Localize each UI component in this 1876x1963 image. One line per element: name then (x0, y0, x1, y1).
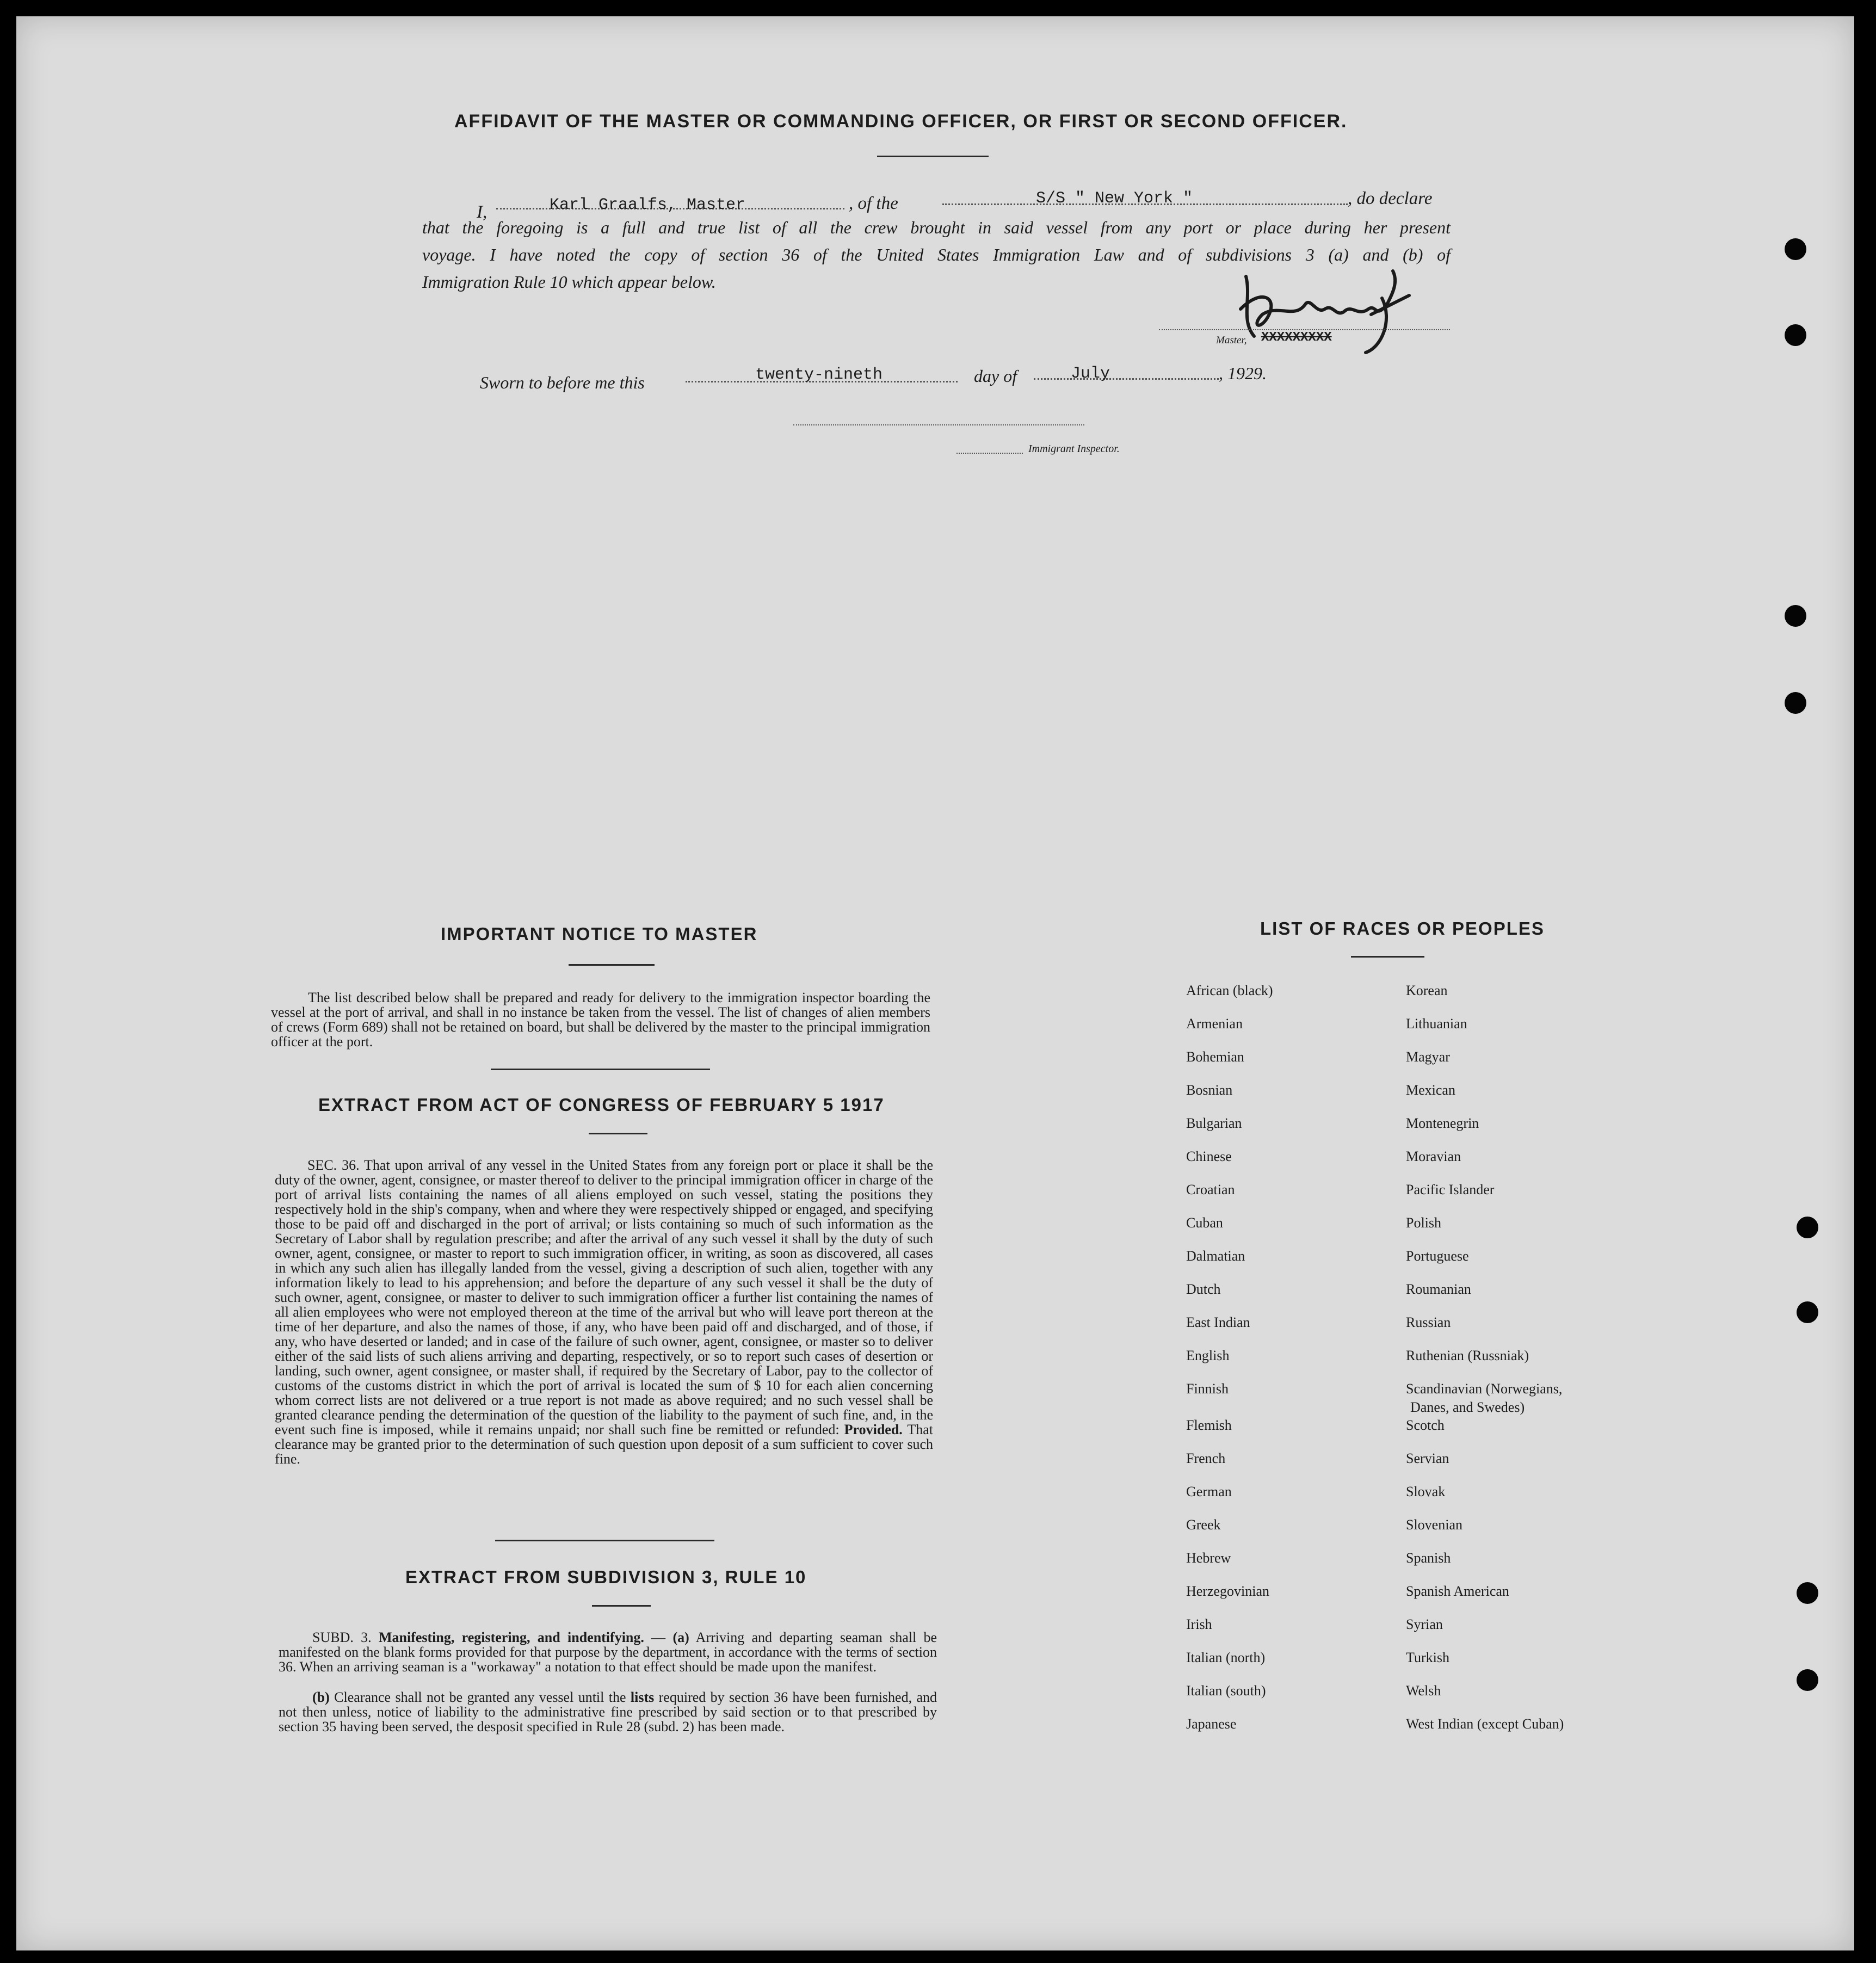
rule10-a-text: Arriving and departing seaman shall be manifested on the blank forms provided for that purpose by the department, in accordance with the terms of section 36. When an arriving seaman is a "workaway" a notation to that effect should be made upon the manifest. (279, 1629, 937, 1675)
race-left-item-15: German (1186, 1484, 1232, 1499)
race-left-item-2: Bohemian (1186, 1049, 1244, 1065)
race-right-item-6: Pacific Islander (1406, 1182, 1495, 1197)
rule10-b-label: (b) (312, 1689, 330, 1705)
sworn-month: July (1071, 365, 1110, 383)
race-left-item-5: Chinese (1186, 1149, 1232, 1164)
race-right-item-8: Portuguese (1406, 1248, 1469, 1264)
race-left-item-21: Italian (south) (1186, 1683, 1266, 1699)
signature-label: Master, (1216, 335, 1247, 346)
act-provided: Provided. (844, 1422, 903, 1437)
race-left-item-6: Croatian (1186, 1182, 1235, 1197)
races-rule (1351, 956, 1424, 958)
notice-title: IMPORTANT NOTICE TO MASTER (441, 924, 758, 944)
rule10-rule (592, 1605, 651, 1607)
punch-hole (1797, 1669, 1818, 1691)
name-field: Karl Graalfs, Master (550, 196, 746, 214)
of-the-label: , of the (849, 194, 898, 213)
punch-hole (1785, 692, 1806, 714)
affidavit-title: AFFIDAVIT OF THE MASTER OR COMMANDING OFFICER, OR FIRST OR SECOND OFFICER. (454, 111, 1348, 132)
race-right-item-19: Syrian (1406, 1616, 1443, 1632)
rule10-a-heading: Manifesting, registering, and indentifying. (378, 1629, 644, 1645)
race-left-item-1: Armenian (1186, 1016, 1243, 1032)
act-text: SEC. 36. That upon arrival of any vessel in the United States from any foreign port or place it shall be the duty of the owner, agent, consignee, or master thereof to deliver to the principal immigration officer in charge of the port of arrival lists containing the names of all aliens employed on such vessel, stating the positions they respectively hold in the ship's company, when and where they were respectively shipped or engaged, and specifying those to be paid off and discharged in the port of arrival; or lists containing so much of such information as the Secretary of Labor shall by regulation prescribe; and after the arrival of any such vessel it shall by the duty of such owner, agent, consignee, or master to report to such immigration officer, in writing, as soon as discovered, all cases in which any such alien has illegally landed from the vessel, giving a description of such alien, together with any information likely to lead to his apprehension; and before the departure of any such vessel it shall be the duty of such owner, agent, consignee, or master to deliver to such immigration officer a further list containing the names of all alien employees who were not employed thereon at the time of the arrival but who will leave port thereon at the time of her departure, and also the names of those, if any, who have been paid off and discharged, and of those, if any, who have deserted or landed; and in case of the failure of such owner, agent, consignee, or master so to deliver either of the said lists of such aliens arriving and departing, respectively, or so to report such cases of desertion or landing, such owner, agent consignee, or master shall, if required by the Secretary of Labor, pay to the collector of customs of the customs district in which the port of arrival is located the sum of $ 10 for each alien concerning whom correct lists are not delivered or a true report is not made as above required; and no such vessel shall be granted clearance pending the determination of the question of the liability to the payment of such fine, and, in the event such fine is imposed, while it remains unpaid; nor shall such fine be remitted or refunded: (275, 1157, 933, 1437)
race-left-item-17: Hebrew (1186, 1550, 1231, 1566)
race-left-item-22: Japanese (1186, 1716, 1237, 1732)
notice-text: The list described below shall be prepared and ready for delivery to the immigration inspector boarding the vessel at the port of arrival, and shall in no instance be taken from the vessel. The list of changes of alien members of crews (Form 689) shall not be retained on board, but shall be delivered by the master to the principal immigration officer at the port. (271, 990, 930, 1050)
rule10-a-label: (a) (672, 1629, 689, 1645)
race-right-item-13: Scotch (1406, 1417, 1445, 1433)
sworn-label: Sworn to before me this (480, 373, 645, 392)
race-left-item-18: Herzegovinian (1186, 1583, 1270, 1599)
race-right-item-21: Welsh (1406, 1683, 1441, 1699)
act-title: EXTRACT FROM ACT OF CONGRESS OF FEBRUARY 5 1917 (318, 1095, 885, 1115)
race-right-item-18: Spanish American (1406, 1583, 1509, 1599)
race-right-item-1: Lithuanian (1406, 1016, 1467, 1032)
master-signature (1230, 266, 1436, 358)
race-right-item-20: Turkish (1406, 1650, 1449, 1665)
punch-hole (1797, 1301, 1818, 1323)
act-text-end: That clearance may be granted prior to the determination of such question upon deposit of a sum sufficient to cover such fine. (275, 1422, 933, 1467)
rule10-subd-b (279, 1690, 937, 1734)
punch-hole (1785, 605, 1806, 627)
do-declare-label: , do declare (1348, 189, 1433, 208)
rule10-b-text1: Clearance shall not be granted any vessel until the (334, 1689, 626, 1705)
title-rule (877, 156, 989, 157)
race-right-item-2: Magyar (1406, 1049, 1450, 1065)
race-right-continuation: Danes, and Swedes) (1410, 1399, 1525, 1415)
race-right-item-15: Slovak (1406, 1484, 1446, 1499)
race-left-item-7: Cuban (1186, 1215, 1223, 1231)
affidavit-line-3: voyage. I have noted the copy of section 36 of the United States Immigration Law and of subdivisions 3 (a) and (b) of (422, 245, 1451, 264)
race-right-item-11: Ruthenian (Russniak) (1406, 1348, 1529, 1363)
race-right-item-3: Mexican (1406, 1082, 1455, 1098)
race-left-item-0: African (black) (1186, 983, 1273, 998)
signature-struck-title: XXXXXXXXX (1261, 330, 1332, 345)
inspector-signature-line (793, 424, 1084, 425)
rule10-title: EXTRACT FROM SUBDIVISION 3, RULE 10 (405, 1567, 807, 1587)
race-left-item-13: Flemish (1186, 1417, 1232, 1433)
races-title: LIST OF RACES OR PEOPLES (1260, 918, 1545, 939)
race-right-item-5: Moravian (1406, 1149, 1461, 1164)
race-right-item-10: Russian (1406, 1314, 1451, 1330)
race-right-item-7: Polish (1406, 1215, 1442, 1231)
race-left-item-11: English (1186, 1348, 1230, 1363)
act-section-36-text (275, 1158, 933, 1539)
race-right-item-9: Roumanian (1406, 1281, 1471, 1297)
race-left-item-20: Italian (north) (1186, 1650, 1266, 1665)
race-left-item-19: Irish (1186, 1616, 1212, 1632)
race-right-item-0: Korean (1406, 983, 1448, 998)
rule10-a-lead: SUBD. 3. (312, 1629, 372, 1645)
rule10-subd-a (279, 1630, 937, 1674)
inspector-label: Immigrant Inspector. (1028, 443, 1120, 455)
act-divider (495, 1540, 714, 1541)
punch-hole (1797, 1582, 1818, 1604)
race-left-item-4: Bulgarian (1186, 1115, 1242, 1131)
day-of-label: day of (974, 366, 1017, 386)
affidavit-i-label: I, (477, 202, 487, 222)
rule10-a-dash: — (644, 1629, 673, 1645)
sworn-day: twenty-nineth (755, 366, 883, 384)
race-right-item-12: Scandinavian (Norwegians, (1406, 1381, 1563, 1397)
race-left-item-12: Finnish (1186, 1381, 1229, 1397)
sworn-month-line (1034, 378, 1219, 380)
race-right-item-17: Spanish (1406, 1550, 1451, 1566)
race-left-item-3: Bosnian (1186, 1082, 1233, 1098)
notice-divider (491, 1069, 710, 1070)
race-left-item-10: East Indian (1186, 1314, 1250, 1330)
inspector-label-line (956, 453, 1023, 454)
race-left-item-14: French (1186, 1450, 1226, 1466)
punch-hole (1785, 324, 1806, 346)
act-rule (589, 1133, 647, 1134)
race-left-item-9: Dutch (1186, 1281, 1221, 1297)
race-right-item-22: West Indian (except Cuban) (1406, 1716, 1564, 1732)
rule10-b-lists: lists (630, 1689, 655, 1705)
affidavit-line-2: that the foregoing is a full and true list of all the crew brought in said vessel from any port or place during her present (422, 218, 1451, 237)
vessel-field: S/S " New York " (1036, 189, 1193, 208)
notice-rule (569, 964, 655, 966)
rule10-b-text2: required by section 36 have been furnished, and not then unless, notice of liability to the administrative fine prescribed by said section or to that prescribed by section 35 having been served, the desposit specified in Rule 28 (subd. 2) has been made. (279, 1689, 937, 1734)
race-right-item-16: Slovenian (1406, 1517, 1462, 1533)
race-right-item-14: Servian (1406, 1450, 1449, 1466)
punch-hole (1797, 1217, 1818, 1238)
race-left-item-8: Dalmatian (1186, 1248, 1245, 1264)
affidavit-line-4: Immigration Rule 10 which appear below. (422, 272, 716, 292)
race-right-item-4: Montenegrin (1406, 1115, 1479, 1131)
race-left-item-16: Greek (1186, 1517, 1221, 1533)
punch-hole (1785, 238, 1806, 260)
sworn-year: , 1929. (1219, 363, 1267, 383)
